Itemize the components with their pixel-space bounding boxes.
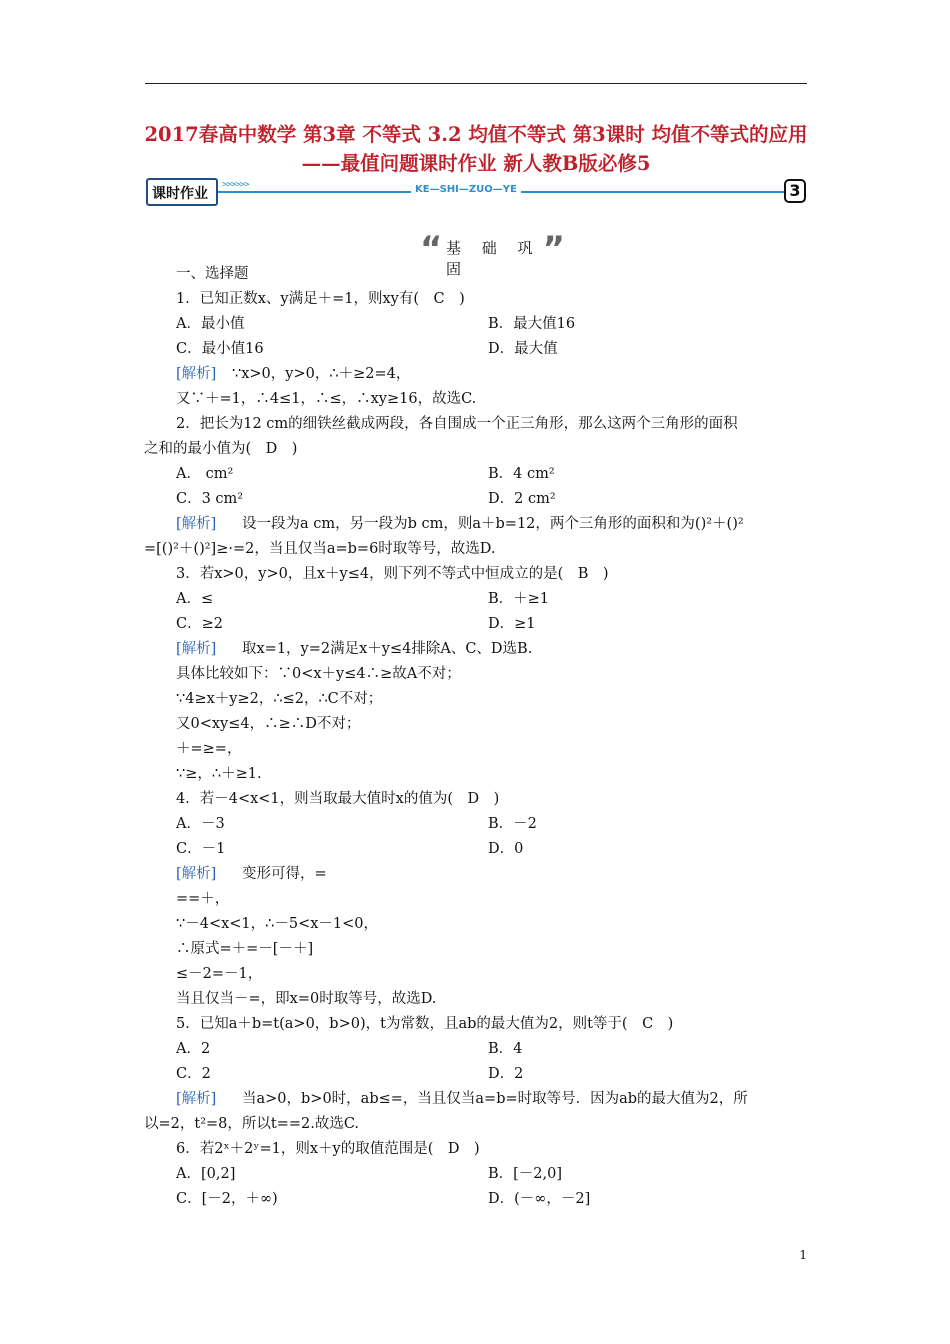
analysis-label: [解析] (176, 516, 217, 532)
analysis-label: [解析] (176, 866, 217, 882)
text-line: B．[－2,0] (488, 1166, 563, 1182)
text-line: 2．把长为12 cm的细铁丝截成两段，各自围成一个正三角形，那么这两个三角形的面积 (176, 416, 738, 432)
open-quote-icon: “ (420, 229, 443, 269)
text-line: 一、选择题 (176, 266, 249, 282)
text-line: A．≤ (176, 591, 214, 607)
text-line: ∵－4<x<1，∴－5<x－1<0， (176, 916, 379, 932)
text-line: D．2 (488, 1066, 524, 1082)
text-line: ≤－2=－1， (176, 966, 263, 982)
analysis-label: [解析] (176, 366, 217, 382)
text-line: B．4 cm² (488, 466, 555, 482)
text-line: ∵x>0，y>0，∴＋≥2=4， (232, 366, 411, 382)
text-line: 6．若2ˣ＋2ʸ=1，则x＋y的取值范围是( D ) (176, 1141, 480, 1157)
analysis-label: [解析] (176, 641, 217, 657)
text-line: D．最大值 (488, 341, 558, 357)
text-line: 设一段为a cm，另一段为b cm，则a＋b=12，两个三角形的面积和为()²＋()² (242, 516, 744, 532)
text-line: 具体比较如下：∵0<x＋y≤4∴≥故A不对； (176, 666, 461, 682)
header-rule (145, 83, 807, 84)
text-line: D．0 (488, 841, 524, 857)
text-line: C．－1 (176, 841, 226, 857)
text-line: C．2 (176, 1066, 211, 1082)
text-line: =[()²＋()²]≥·=2，当且仅当a=b=6时取等号，故选D. (144, 541, 496, 557)
section-heading (420, 229, 565, 278)
text-line: A．－3 (176, 816, 225, 832)
text-line: B．最大值16 (488, 316, 576, 332)
text-line: B．－2 (488, 816, 537, 832)
text-line: 取x=1，y=2满足x＋y≤4排除A、C、D选B. (242, 641, 533, 657)
text-line: 当且仅当－=，即x=0时取等号，故选D. (176, 991, 437, 1007)
text-line: A．2 (176, 1041, 211, 1057)
text-line: A．[0,2] (176, 1166, 236, 1182)
text-line: 1．已知正数x、y满足＋=1，则xy有( C ) (176, 291, 465, 307)
text-line: 以=2，t²=8，所以t==2.故选C. (144, 1116, 360, 1132)
text-line: 又0<xy≤4，∴≥∴D不对； (176, 716, 361, 732)
text-line: C．[－2，＋∞) (176, 1191, 278, 1207)
text-line: B．＋≥1 (488, 591, 550, 607)
banner-pinyin: KE—SHI—ZUO—YE (411, 184, 521, 195)
page-number: 1 (799, 1248, 807, 1262)
text-line: A． cm² (176, 466, 234, 482)
homework-banner (146, 178, 806, 208)
text-line: ＋=≥=， (176, 741, 242, 757)
text-line: B．4 (488, 1041, 523, 1057)
banner-number-badge: 3 (784, 179, 806, 203)
banner-label-box (146, 178, 218, 206)
text-line: D．(－∞，－2] (488, 1191, 591, 1207)
text-line: D．2 cm² (488, 491, 556, 507)
section-title: 基 础 巩 固 (446, 239, 541, 278)
text-line: ∵≥，∴＋≥1. (176, 766, 262, 782)
close-quote-icon: ” (542, 229, 565, 269)
text-line: C．最小值16 (176, 341, 264, 357)
analysis-label: [解析] (176, 1091, 217, 1107)
text-line: ∴原式=＋=－[－＋] (176, 941, 314, 957)
banner-label: 课时作业 (152, 186, 208, 202)
text-line: ==＋， (176, 891, 230, 907)
text-line: 4．若－4<x<1，则当取最大值时x的值为( D ) (176, 791, 500, 807)
text-line: C．≥2 (176, 616, 223, 632)
text-line: 5．已知a＋b=t(a>0，b>0)，t为常数，且ab的最大值为2，则t等于( C ) (176, 1016, 674, 1032)
text-line: D．≥1 (488, 616, 536, 632)
text-line: 之和的最小值为( D ) (144, 441, 298, 457)
text-line: 又∵＋=1，∴4≤1，∴≤，∴xy≥16，故选C. (176, 391, 477, 407)
page-title: 2017春高中数学 第3章 不等式 3.2 均值不等式 第3课时 均值不等式的应用——最值问题课时作业 新人教B版必修5 (144, 123, 808, 175)
text-line: 3．若x>0，y>0，且x＋y≤4，则下列不等式中恒成立的是( B ) (176, 566, 609, 582)
text-line: C．3 cm² (176, 491, 244, 507)
banner-arrows: >>>>>> (222, 180, 249, 190)
text-line: ∵4≥x＋y≥2，∴≤2，∴C不对； (176, 691, 383, 707)
text-line: 当a>0，b>0时，ab≤=，当且仅当a=b=时取等号．因为ab的最大值为2，所 (242, 1091, 748, 1107)
text-line: A．最小值 (176, 316, 245, 332)
text-line: 变形可得，= (242, 866, 327, 882)
